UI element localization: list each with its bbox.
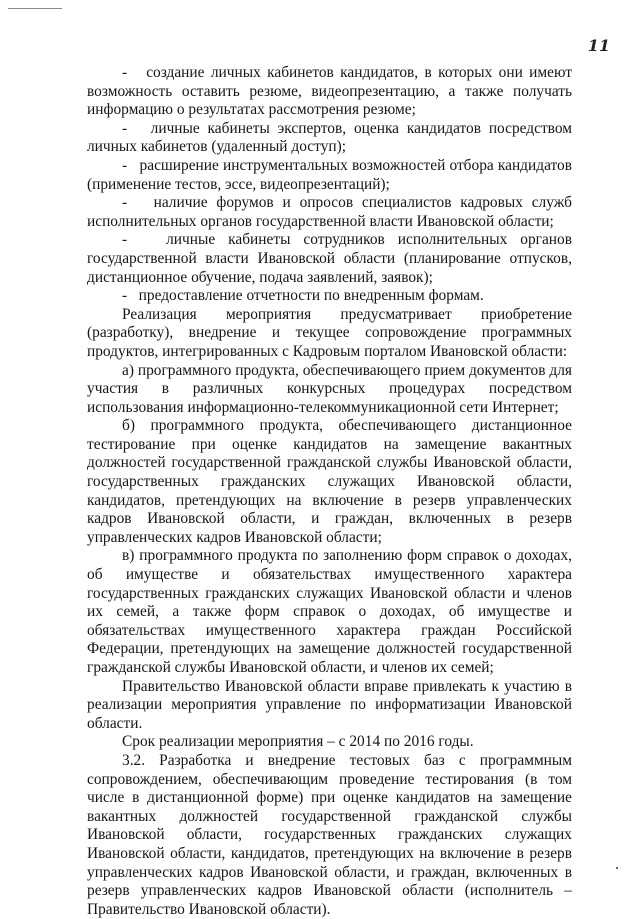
header-rule [8, 8, 62, 9]
paragraph-3-2: 3.2. Разработка и внедрение тестовых баз с программным сопровождением, обеспечивающим проведение тестирования (в том числе в дистанционной форме) при оценке кандидатов на замещение вакантных должностей государственной гражданской службы Ивановской области, государственных гражданских служащих Ивановской области, кандидатов, претендующих на включение в резерв управленческих кадров Ивановской области, и граждан, включенных в резерв управленческих кадров Ивановской области (исполнитель – Правительство Ивановской области). [87, 751, 572, 918]
list-item-selection-tools: - расширение инструментальных возможностей отбора кандидатов (применение тестов, эссе, видеопрезентаций); [87, 156, 572, 193]
list-item-employee-accounts: - личные кабинеты сотрудников исполнительных органов государственной власти Ивановской области (планирование отпусков, дистанционное обучение, подача заявлений, заявок); [87, 231, 572, 286]
paragraph-government-right: Правительство Ивановской области вправе привлекать к участию в реализации мероприятия управление по информатизации Ивановской области. [87, 677, 572, 732]
paragraph-item-a: а) программного продукта, обеспечивающего прием документов для участия в различных конкурсных процедурах посредством использования информационно-телекоммуникационной сети Интернет; [87, 361, 572, 416]
list-item-reporting: - предоставление отчетности по внедренным формам. [122, 287, 484, 305]
paragraph-term: Срок реализации мероприятия – с 2014 по 2016 годы. [122, 733, 474, 751]
list-item-personal-accounts-candidates: - создание личных кабинетов кандидатов, в которых они имеют возможность оставить резюме, видеопрезентацию, а также получать информацию о результатах рассмотрения резюме; [87, 64, 572, 119]
scan-speck [616, 867, 618, 869]
page-number: 11 [587, 36, 610, 55]
paragraph-item-b: б) программного продукта, обеспечивающего дистанционное тестирование при оценке кандидатов на замещение вакантных должностей государственной гражданской службы Ивановской области, государственных гражданских служащих Ивановской области, кандидатов, претендующих на включение в резерв управленческих кадров Ивановской области, и граждан, включенных в резерв управленческих кадров Ивановской области; [87, 417, 572, 546]
paragraph-implementation: Реализация мероприятия предусматривает приобретение (разработку), внедрение и текущее сопровождение программных продуктов, интегрированных с Кадровым порталом Ивановской области: [87, 305, 572, 360]
list-item-expert-accounts: - личные кабинеты экспертов, оценка кандидатов посредством личных кабинетов (удаленный доступ); [87, 119, 572, 156]
body-text [87, 64, 572, 919]
list-item-forums-surveys: - наличие форумов и опросов специалистов кадровых служб исполнительных органов государственной власти Ивановской области; [87, 194, 572, 230]
paragraph-item-v: в) программного продукта по заполнению форм справок о доходах, об имуществе и обязательствах имущественного характера государственных гражданских служащих Ивановской области и членов их семей, а также форм справок о доходах, об имуществе и обязательствах имущественного характера граждан Российской Федерации, претендующих на замещение должностей государственной гражданской службы Ивановской области, и членов их семей; [87, 547, 572, 676]
